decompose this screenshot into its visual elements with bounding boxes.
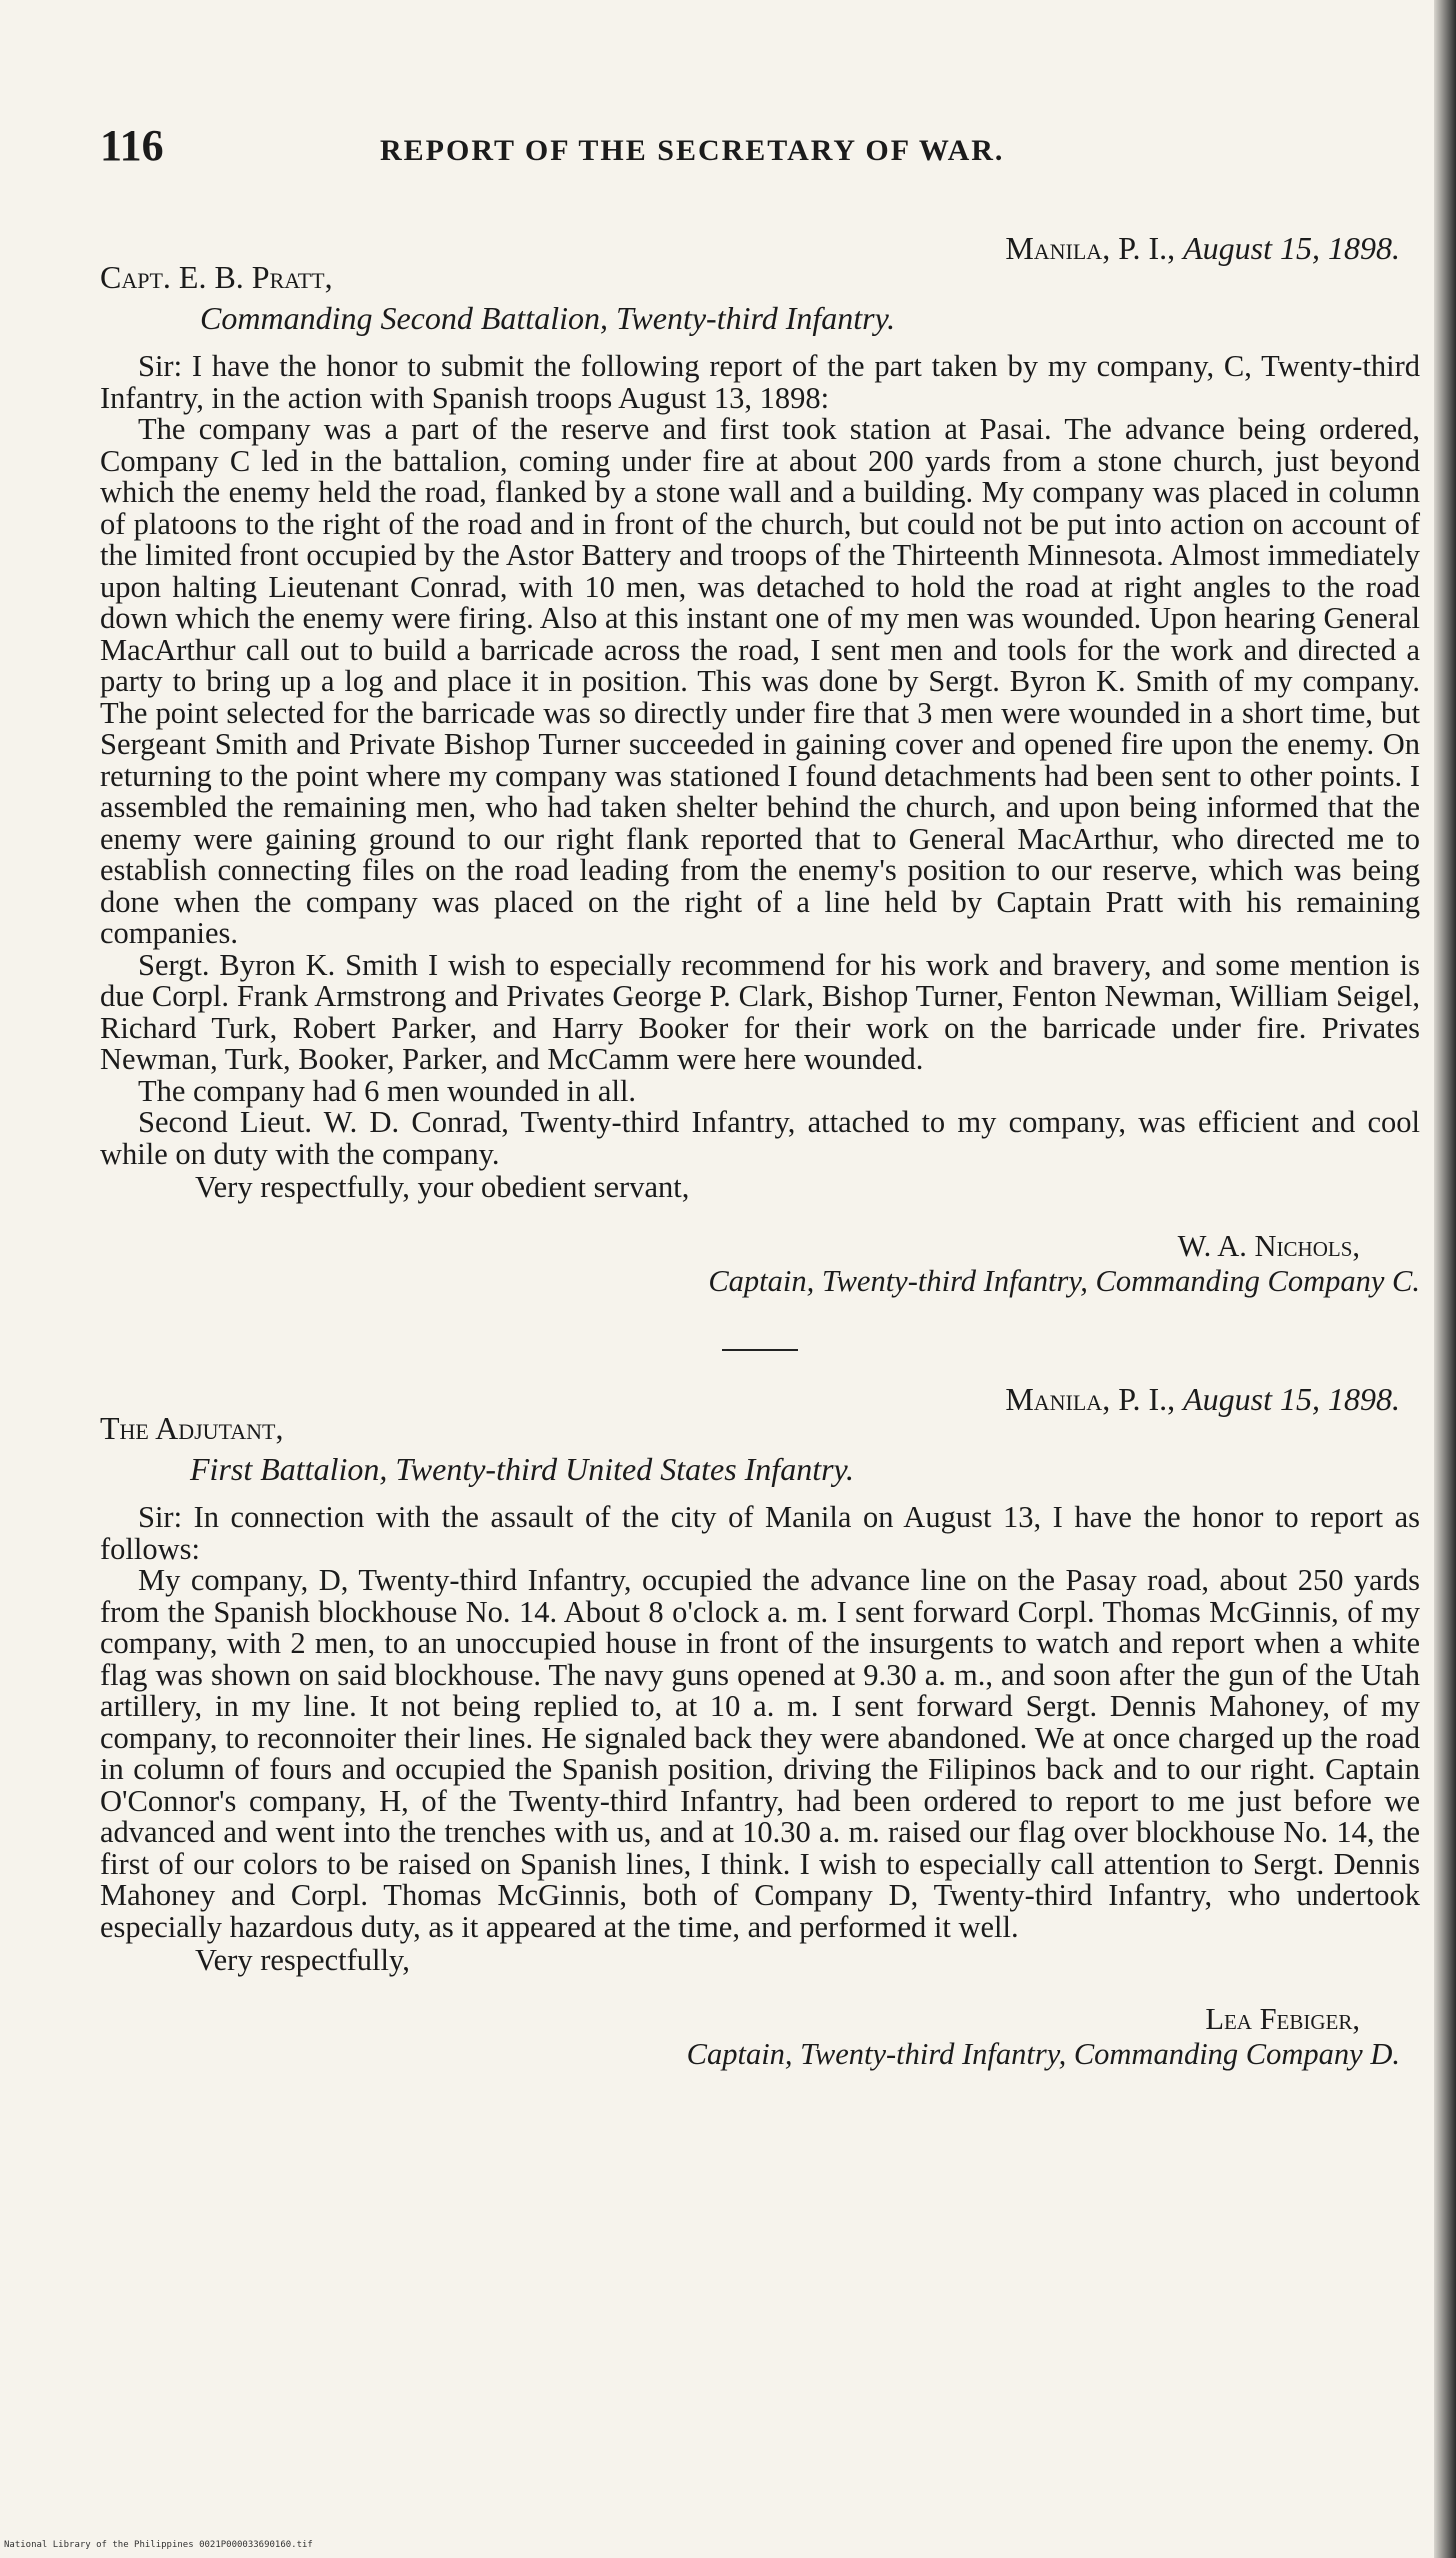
letter-1-addressee-sub: Commanding Second Battalion, Twenty-third Infantry. bbox=[200, 300, 896, 336]
letter-1-paragraph: Second Lieut. W. D. Conrad, Twenty-third Infantry, attached to my company, was efficient and cool while on duty with the company. bbox=[100, 1105, 1420, 1171]
running-head-title: REPORT OF THE SECRETARY OF WAR. bbox=[380, 134, 1005, 167]
letter-2-signature: Lea Febiger, bbox=[1205, 2002, 1360, 2036]
letter-2-addressee-sub: First Battalion, Twenty-third United States Infantry. bbox=[190, 1451, 854, 1487]
letter-2-place: Manila, P. I., bbox=[1005, 1381, 1184, 1417]
letter-2-date: August 15, 1898. bbox=[1183, 1381, 1400, 1417]
letter-1-signature: W. A. Nichols, bbox=[1177, 1229, 1360, 1263]
letter-2 bbox=[100, 1381, 1420, 2072]
scan-footer: National Library of the Philippines 0021P000033690160.tif bbox=[4, 2540, 313, 2550]
letter-1-paragraph: Sergt. Byron K. Smith I wish to especially recommend for his work and bravery, and some mention is due Corpl. Frank Armstrong and Privates George P. Clark, Bishop Turner, Fenton Newman, William Seigel, Richard Turk, Robert Parker, and Harry Booker for their work on the barricade under fire. Privates Newman, Turk, Booker, Parker, and McCamm were here wounded. bbox=[100, 947, 1420, 1076]
page-binding-edge bbox=[1434, 0, 1456, 2558]
letter-1-addressee: Capt. E. B. Pratt, bbox=[100, 259, 333, 295]
letter-1-paragraph: Sir: I have the honor to submit the following report of the part taken by my company, C, Twenty-third Infantry, in the action with Spanish troops August 13, 1898: bbox=[100, 349, 1420, 415]
letter-1-signature-title: Captain, Twenty-third Infantry, Commanding Company C. bbox=[708, 1264, 1420, 1298]
letter-1 bbox=[100, 230, 1420, 1299]
document-page bbox=[100, 120, 1420, 2072]
letter-1-place: Manila, P. I., bbox=[1005, 230, 1184, 266]
letter-1-closing: Very respectfully, your obedient servant, bbox=[195, 1170, 690, 1204]
letter-1-body bbox=[100, 351, 1420, 1170]
letter-2-addressee: The Adjutant, bbox=[100, 1410, 284, 1446]
letter-2-signature-title: Captain, Twenty-third Infantry, Commanding Company D. bbox=[686, 2037, 1400, 2071]
section-divider bbox=[722, 1349, 798, 1351]
letter-2-closing: Very respectfully, bbox=[195, 1943, 410, 1977]
letter-1-paragraph: The company was a part of the reserve and first took station at Pasai. The advance being ordered, Company C led in the battalion, coming under fire at about 200 yards from a stone church, just beyond which the enemy held the road, flanked by a stone wall and a building. My company was placed in column of platoons to the right of the road and in front of the church, but could not be put into action on account of the limited front occupied by the Astor Battery and troops of the Thirteenth Minnesota. Almost immediately upon halting Lieutenant Conrad, with 10 men, was detached to hold the road at right angles to the road down which the enemy were firing. Also at this instant one of my men was wounded. Upon hearing General MacArthur call out to build a barricade across the road, I sent men and tools for the work and directed a party to bring up a log and place it in position. This was done by Sergt. Byron K. Smith of my company. The point selected for the barricade was so directly under fire that 3 men were wounded in a short time, but Sergeant Smith and Private Bishop Turner succeeded in gaining cover and opened fire upon the enemy. On returning to the point where my company was stationed I found detachments had been sent to other points. I assembled the remaining men, who had taken shelter behind the church, and upon being informed that the enemy were gaining ground to our right flank reported that to General MacArthur, who directed me to establish connecting files on the road leading from the enemy's position to our reserve, which was being done when the company was placed on the right of a line held by Captain Pratt with his remaining companies. bbox=[100, 412, 1420, 950]
page-number: 116 bbox=[100, 121, 164, 170]
running-head bbox=[100, 120, 1420, 190]
letter-2-paragraph: Sir: In connection with the assault of the city of Manila on August 13, I have the honor to report as follows: bbox=[100, 1500, 1420, 1566]
letter-1-date: August 15, 1898. bbox=[1183, 230, 1400, 266]
letter-2-paragraph: My company, D, Twenty-third Infantry, occupied the advance line on the Pasay road, about 250 yards from the Spanish blockhouse No. 14. About 8 o'clock a. m. I sent forward Corpl. Thomas McGinnis, of my company, with 2 men, to an unoccupied house in front of the insurgents to watch and report when a white flag was shown on said blockhouse. The navy guns opened at 9.30 a. m., and soon after the gun of the Utah artillery, in my line. It not being replied to, at 10 a. m. I sent forward Sergt. Dennis Mahoney, of my company, to reconnoiter their lines. He signaled back they were abandoned. We at once charged up the road in column of fours and occupied the Spanish position, driving the Filipinos back and to our right. Captain O'Connor's company, H, of the Twenty-third Infantry, had been ordered to report to me just before we advanced and went into the trenches with us, and at 10.30 a. m. raised our flag over blockhouse No. 14, the first of our colors to be raised on Spanish lines, I think. I wish to especially call attention to Sergt. Dennis Mahoney and Corpl. Thomas McGinnis, both of Company D, Twenty-third Infantry, who undertook especially hazardous duty, as it appeared at the time, and performed it well. bbox=[100, 1563, 1420, 1944]
letter-2-body bbox=[100, 1502, 1420, 1943]
letter-1-paragraph: The company had 6 men wounded in all. bbox=[138, 1073, 637, 1108]
